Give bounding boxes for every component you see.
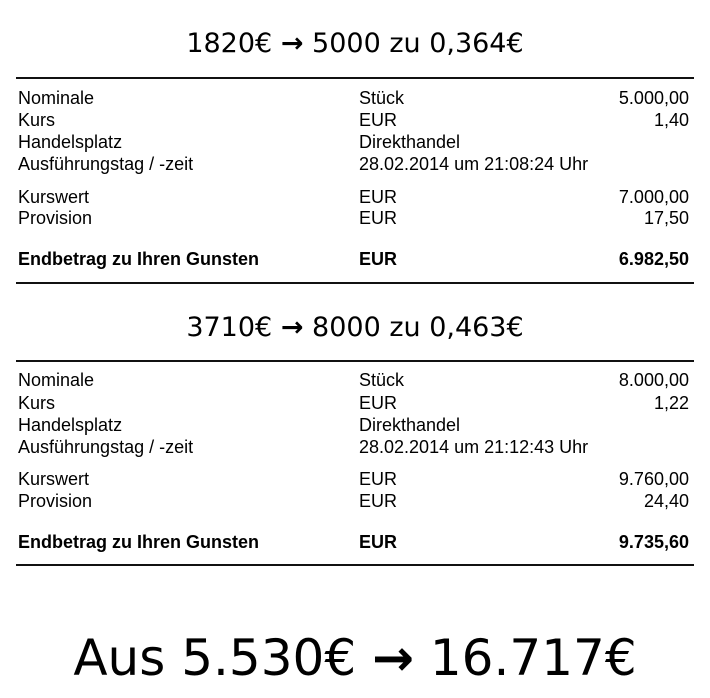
- trade-2-bottom-divider: [16, 564, 694, 566]
- row-unit: EUR: [359, 249, 398, 269]
- row-unit: Stück: [359, 370, 405, 390]
- row-value: 9.760,00: [618, 469, 689, 489]
- row-unit: 28.02.2014 um 21:08:24 Uhr: [359, 154, 589, 174]
- trade-2-row-endbetrag: [0, 531, 710, 553]
- row-unit: Stück: [359, 88, 405, 108]
- trade-1-heading: [0, 28, 710, 60]
- row-unit: EUR: [359, 208, 398, 228]
- row-label: Ausführungstag / -zeit: [18, 154, 194, 174]
- trade-2-row-kurswert: [0, 468, 710, 490]
- row-value: 5.000,00: [618, 88, 689, 108]
- row-unit: 28.02.2014 um 21:12:43 Uhr: [359, 437, 589, 457]
- row-label: Kurswert: [18, 469, 90, 489]
- row-label: Kurs: [18, 393, 56, 413]
- row-unit: EUR: [359, 469, 398, 489]
- trade-1-row-kurswert: [0, 186, 710, 208]
- trade-1-row-ausfuehrung: [0, 153, 710, 175]
- summary-amount-from: 5.530€: [181, 629, 357, 687]
- trade-2-top-divider: [16, 360, 694, 362]
- row-value: 1,22: [653, 393, 689, 413]
- trade-2-amount-from: 3710€: [186, 312, 273, 343]
- row-label: Kurswert: [18, 187, 90, 207]
- row-label: Handelsplatz: [18, 132, 123, 152]
- row-value: 8.000,00: [618, 370, 689, 390]
- row-label: Nominale: [18, 88, 95, 108]
- trade-1-top-divider: [16, 77, 694, 79]
- row-label: Nominale: [18, 370, 95, 390]
- row-value: 1,40: [653, 110, 689, 130]
- trade-2-amount-to: 8000 zu 0,463€: [312, 312, 524, 343]
- trade-2-row-nominale: [0, 369, 710, 391]
- trade-2-row-handelsplatz: [0, 414, 710, 436]
- row-unit: EUR: [359, 393, 398, 413]
- trade-1-row-kurs: [0, 109, 710, 131]
- row-label: Provision: [18, 491, 93, 511]
- row-unit: Direkthandel: [359, 132, 461, 152]
- row-value: 24,40: [643, 491, 689, 511]
- arrow-right-icon: →: [280, 312, 304, 343]
- row-unit: Direkthandel: [359, 415, 461, 435]
- row-value: 9.735,60: [618, 532, 689, 552]
- row-label: Provision: [18, 208, 93, 228]
- trade-1-amount-from: 1820€: [186, 28, 273, 59]
- row-value: 6.982,50: [618, 249, 689, 269]
- trade-1-bottom-divider: [16, 282, 694, 284]
- row-unit: EUR: [359, 187, 398, 207]
- row-label: Kurs: [18, 110, 56, 130]
- row-value: 17,50: [643, 208, 689, 228]
- row-value: 7.000,00: [618, 187, 689, 207]
- row-label: Endbetrag zu Ihren Gunsten: [18, 532, 260, 552]
- trade-1-row-endbetrag: [0, 248, 710, 270]
- summary-amount-to: 16.717€: [429, 629, 637, 687]
- summary-line: [0, 620, 710, 696]
- trade-2-row-ausfuehrung: [0, 436, 710, 458]
- arrow-right-icon: →: [372, 629, 414, 687]
- summary-prefix: Aus: [73, 629, 166, 687]
- trade-2-row-kurs: [0, 392, 710, 414]
- row-label: Handelsplatz: [18, 415, 123, 435]
- row-label: Endbetrag zu Ihren Gunsten: [18, 249, 260, 269]
- row-unit: EUR: [359, 491, 398, 511]
- trade-1-amount-to: 5000 zu 0,364€: [312, 28, 524, 59]
- trade-2-row-provision: [0, 490, 710, 512]
- arrow-right-icon: →: [280, 28, 304, 59]
- row-unit: EUR: [359, 532, 398, 552]
- row-label: Ausführungstag / -zeit: [18, 437, 194, 457]
- trade-1-row-nominale: [0, 87, 710, 109]
- trade-1-row-provision: [0, 207, 710, 229]
- trade-1-row-handelsplatz: [0, 131, 710, 153]
- trade-2-heading: [0, 312, 710, 344]
- row-unit: EUR: [359, 110, 398, 130]
